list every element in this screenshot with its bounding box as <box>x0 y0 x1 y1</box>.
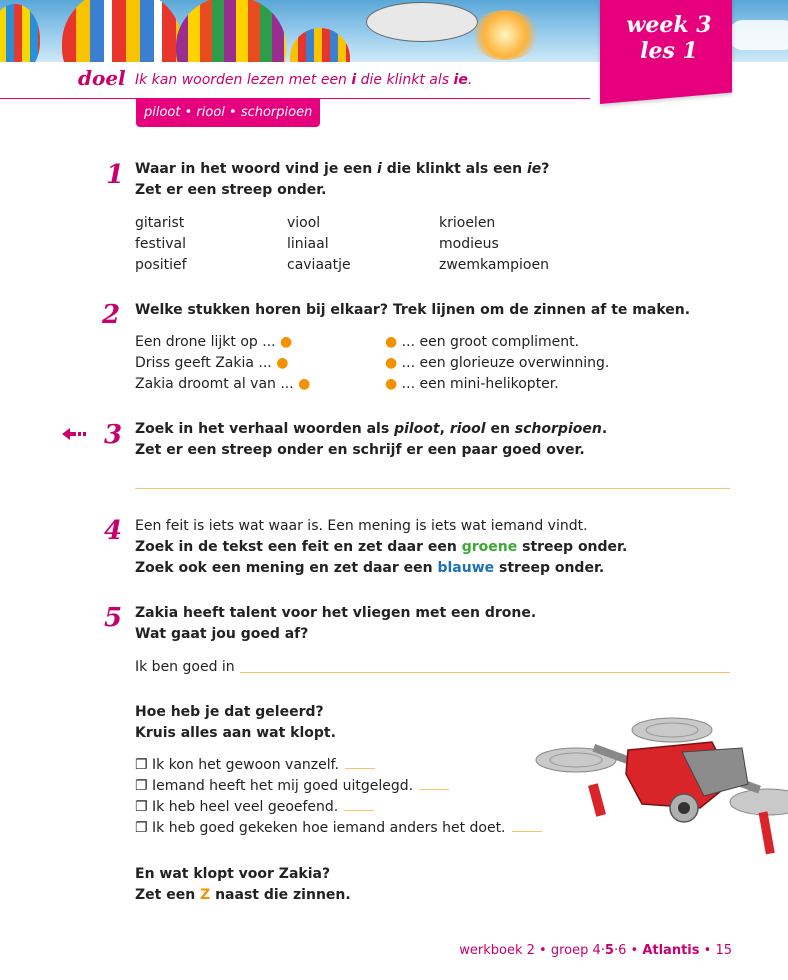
sentence-start[interactable]: Driss geeft Zakia ... ● <box>135 355 289 371</box>
sentence-end[interactable]: ● ... een glorieuze overwinning. <box>385 355 610 371</box>
question-2-instruction: Welke stukken horen bij elkaar? Trek lijnen om de zinnen af te maken. <box>135 302 691 318</box>
answer-blank[interactable] <box>345 768 375 769</box>
checkbox-option[interactable]: ❐ Iemand heeft het mij goed uitgelegd. <box>135 776 542 797</box>
balloon-illustration <box>62 0 182 62</box>
page-footer: werkboek 2 • groep 4·5·6 • Atlantis • 15 <box>459 943 732 958</box>
word[interactable]: positief <box>135 257 187 273</box>
final-instruction: En wat klopt voor Zakia? Zet een Z naast die zinnen. <box>135 866 351 903</box>
example-words-tag: piloot • riool • schorpioen <box>136 99 320 127</box>
question-number-1: 1 <box>106 160 125 190</box>
word[interactable]: viool <box>287 215 321 231</box>
doel-label: doel <box>78 66 126 90</box>
checkbox-list <box>135 755 542 839</box>
checkbox[interactable]: ❐ <box>135 757 148 773</box>
word-column-2 <box>287 213 351 276</box>
balloon-illustration <box>290 28 350 62</box>
balloon-illustration <box>176 0 286 62</box>
sentence-end[interactable]: ● ... een mini-helikopter. <box>385 376 559 392</box>
arrow-left-icon <box>62 427 88 441</box>
doel-text: Ik kan woorden lezen met een i die klinkt als ie. <box>135 72 473 88</box>
cloud-illustration <box>728 20 788 50</box>
question-number-3: 3 <box>104 420 123 450</box>
checkbox[interactable]: ❐ <box>135 799 148 815</box>
word[interactable]: gitarist <box>135 215 185 231</box>
checkbox-option[interactable]: ❐ Ik kon het gewoon vanzelf. <box>135 755 542 776</box>
word[interactable]: krioelen <box>439 215 496 231</box>
question-number-4: 4 <box>104 516 123 546</box>
answer-line[interactable] <box>240 672 730 673</box>
checkbox[interactable]: ❐ <box>135 778 148 794</box>
balloon-illustration <box>0 4 40 62</box>
sentence-ends <box>385 332 609 395</box>
rocket-flame-illustration <box>470 10 540 60</box>
question-4-instruction: Een feit is iets wat waar is. Een mening is iets wat iemand vindt. Zoek in de tekst een feit en zet daar een groene streep onder. Zoek ook een mening en zet daar een blauwe streep onder. <box>135 518 628 576</box>
question-5-instruction: Zakia heeft talent voor het vliegen met een drone. Wat gaat jou goed af? <box>135 605 537 642</box>
question-3-instruction: Zoek in het verhaal woorden als piloot, riool en schorpioen. Zet er een streep onder en schrijf er een paar goed over. <box>135 421 608 458</box>
sentence-end[interactable]: ● ... een groot compliment. <box>385 334 580 350</box>
word[interactable]: zwemkampioen <box>439 257 549 273</box>
connect-dot[interactable]: ● <box>385 334 398 350</box>
week-label <box>610 12 728 64</box>
sentence-start[interactable]: Een drone lijkt op ... ● <box>135 334 293 350</box>
answer-prompt: Ik ben goed in <box>135 659 235 675</box>
connect-dot[interactable]: ● <box>280 334 293 350</box>
sentence-start[interactable]: Zakia droomt al van ... ● <box>135 376 311 392</box>
connect-dot[interactable]: ● <box>276 355 289 371</box>
question-number-5: 5 <box>104 603 123 633</box>
sub-question: Hoe heb je dat geleerd? Kruis alles aan wat klopt. <box>135 704 336 741</box>
word[interactable]: caviaatje <box>287 257 351 273</box>
page-number: 15 <box>715 943 732 958</box>
word-column-3 <box>439 213 549 276</box>
word-column-1 <box>135 213 187 276</box>
word[interactable]: modieus <box>439 236 499 252</box>
checkbox-option[interactable]: ❐ Ik heb goed gekeken hoe iemand anders het doet. <box>135 818 542 839</box>
connect-dot[interactable]: ● <box>385 355 398 371</box>
connect-dot[interactable]: ● <box>385 376 398 392</box>
word[interactable]: festival <box>135 236 186 252</box>
week-number: week 3 <box>626 12 712 38</box>
airship-illustration <box>366 2 478 42</box>
checkbox-option[interactable]: ❐ Ik heb heel veel geoefend. <box>135 797 542 818</box>
answer-line[interactable] <box>135 488 730 489</box>
answer-blank[interactable] <box>419 789 449 790</box>
answer-blank[interactable] <box>344 810 374 811</box>
word[interactable]: liniaal <box>287 236 329 252</box>
workbook-label: werkboek 2 <box>459 943 535 958</box>
sentence-starts <box>135 332 310 395</box>
drone-illustration <box>532 712 788 862</box>
series-label: Atlantis <box>642 943 700 958</box>
checkbox[interactable]: ❐ <box>135 820 148 836</box>
question-number-2: 2 <box>102 300 121 330</box>
lesson-number: les 1 <box>640 38 698 64</box>
groep-label: groep 4·5·6 <box>550 943 627 958</box>
connect-dot[interactable]: ● <box>298 376 311 392</box>
question-1-instruction: Waar in het woord vind je een i die klinkt als een ie? Zet er een streep onder. <box>135 161 550 198</box>
